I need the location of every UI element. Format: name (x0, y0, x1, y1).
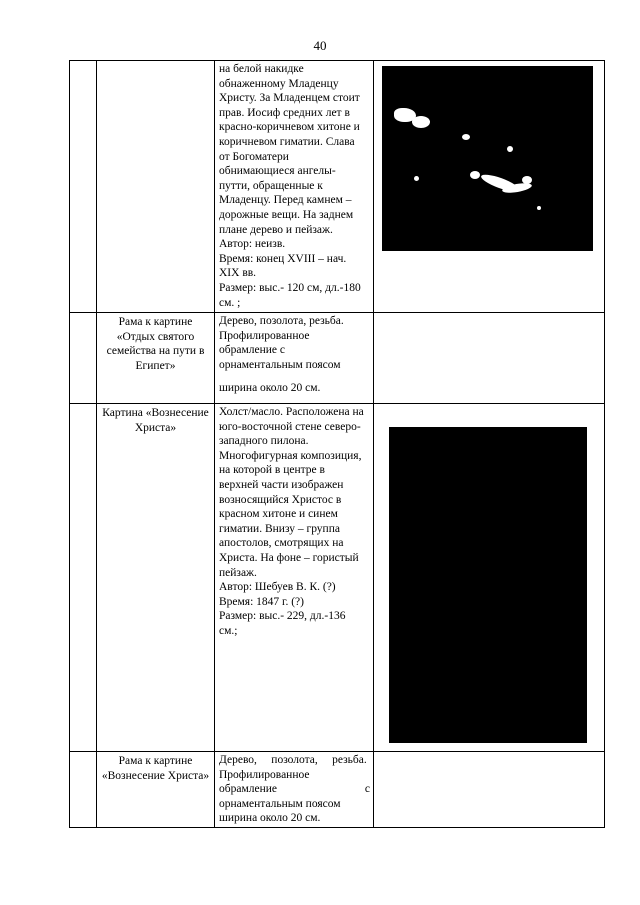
description-line: Холст/масло. Расположена на (219, 406, 364, 418)
description-line: красном хитоне и синем (219, 508, 338, 521)
date-line: Время: конец XVIII – нач. (219, 252, 347, 265)
description-line: от Богоматери (219, 150, 289, 163)
row-number-cell (70, 404, 97, 752)
size-line: Размер: выс.- 229, дл.-136 (219, 610, 346, 623)
item-photo-cell (374, 752, 605, 828)
description-line: пейзаж. (219, 566, 257, 579)
description-line: дорожные вещи. На заднем (219, 208, 354, 221)
description-line: гиматии. Внизу – группа (219, 522, 340, 535)
description-line: Дерево, позолота, резьба. (219, 754, 367, 766)
item-name-cell (97, 61, 215, 313)
row-number-cell (70, 313, 97, 404)
description-line: Христа. На фоне – гористый (219, 551, 359, 564)
table-row (70, 404, 605, 752)
inventory-table (69, 60, 605, 828)
item-description-cell (215, 313, 374, 404)
description-line: путти, обращенные к (219, 179, 323, 192)
item-description-cell (215, 752, 374, 828)
description-line: ширина около 20 см. (219, 812, 321, 825)
size-line: см.; (219, 624, 238, 637)
painting-photo (389, 427, 587, 743)
description-line: орнаментальным поясом (219, 797, 341, 810)
description-line: Профилированное (219, 768, 310, 781)
description-line: Христу. За Младенцем стоит (219, 92, 360, 105)
description-line: обнимающиеся ангелы- (219, 165, 336, 178)
date-line: Время: 1847 г. (?) (219, 595, 304, 608)
description-line: обрамление (219, 783, 277, 796)
size-line: см. ; (219, 296, 241, 309)
description-line: Дерево, позолота, резьба. (219, 315, 344, 327)
description-line: Многофигурная композиция, (219, 449, 362, 462)
description-line: ширина около 20 см. (219, 382, 321, 395)
item-photo-cell (374, 404, 605, 752)
description-line: возносящийся Христос в (219, 493, 342, 506)
description-line: на белой накидке (219, 63, 304, 75)
table-row (70, 313, 605, 404)
author-line: Автор: неизв. (219, 238, 286, 251)
item-name-cell: Картина «Вознесение Христа» (97, 404, 215, 752)
page-number: 40 (313, 38, 327, 53)
description-line: обнаженному Младенцу (219, 77, 339, 90)
description-line: верхней части изображен (219, 478, 344, 491)
description-line: обрамление с (219, 344, 285, 357)
row-number-cell (70, 61, 97, 313)
description-line: Младенцу. Перед камнем – (219, 194, 352, 207)
row-number-cell (70, 752, 97, 828)
description-line: Профилированное (219, 329, 310, 342)
table-row (70, 61, 605, 313)
item-name-cell: Рама к картине «Отдых святого семейства на пути в Египет» (97, 313, 215, 404)
item-photo-cell (374, 313, 605, 404)
painting-photo (382, 66, 593, 251)
date-line: XIX вв. (219, 267, 257, 280)
author-line: Автор: Шебуев В. К. (?) (219, 581, 336, 594)
description-line: прав. Иосиф средних лет в (219, 106, 350, 119)
description-line: западного пилона. (219, 435, 309, 448)
description-line: на которой в центре в (219, 464, 325, 477)
description-line: апостолов, смотрящих на (219, 537, 344, 550)
item-photo-cell (374, 61, 605, 313)
size-line: Размер: выс.- 120 см, дл.-180 (219, 281, 361, 294)
item-name-cell: Рама к картине «Вознесение Христа» (97, 752, 215, 828)
description-line: плане дерево и пейзаж. (219, 223, 333, 236)
description-line: коричневом гиматии. Слава (219, 135, 355, 148)
description-line: красно-коричневом хитоне и (219, 121, 360, 134)
item-description-cell (215, 61, 374, 313)
description-line: с (364, 783, 370, 796)
description-line: орнаментальным поясом (219, 358, 341, 371)
description-line: юго-восточной стене северо- (219, 420, 361, 433)
item-description-cell (215, 404, 374, 752)
table-row (70, 752, 605, 828)
